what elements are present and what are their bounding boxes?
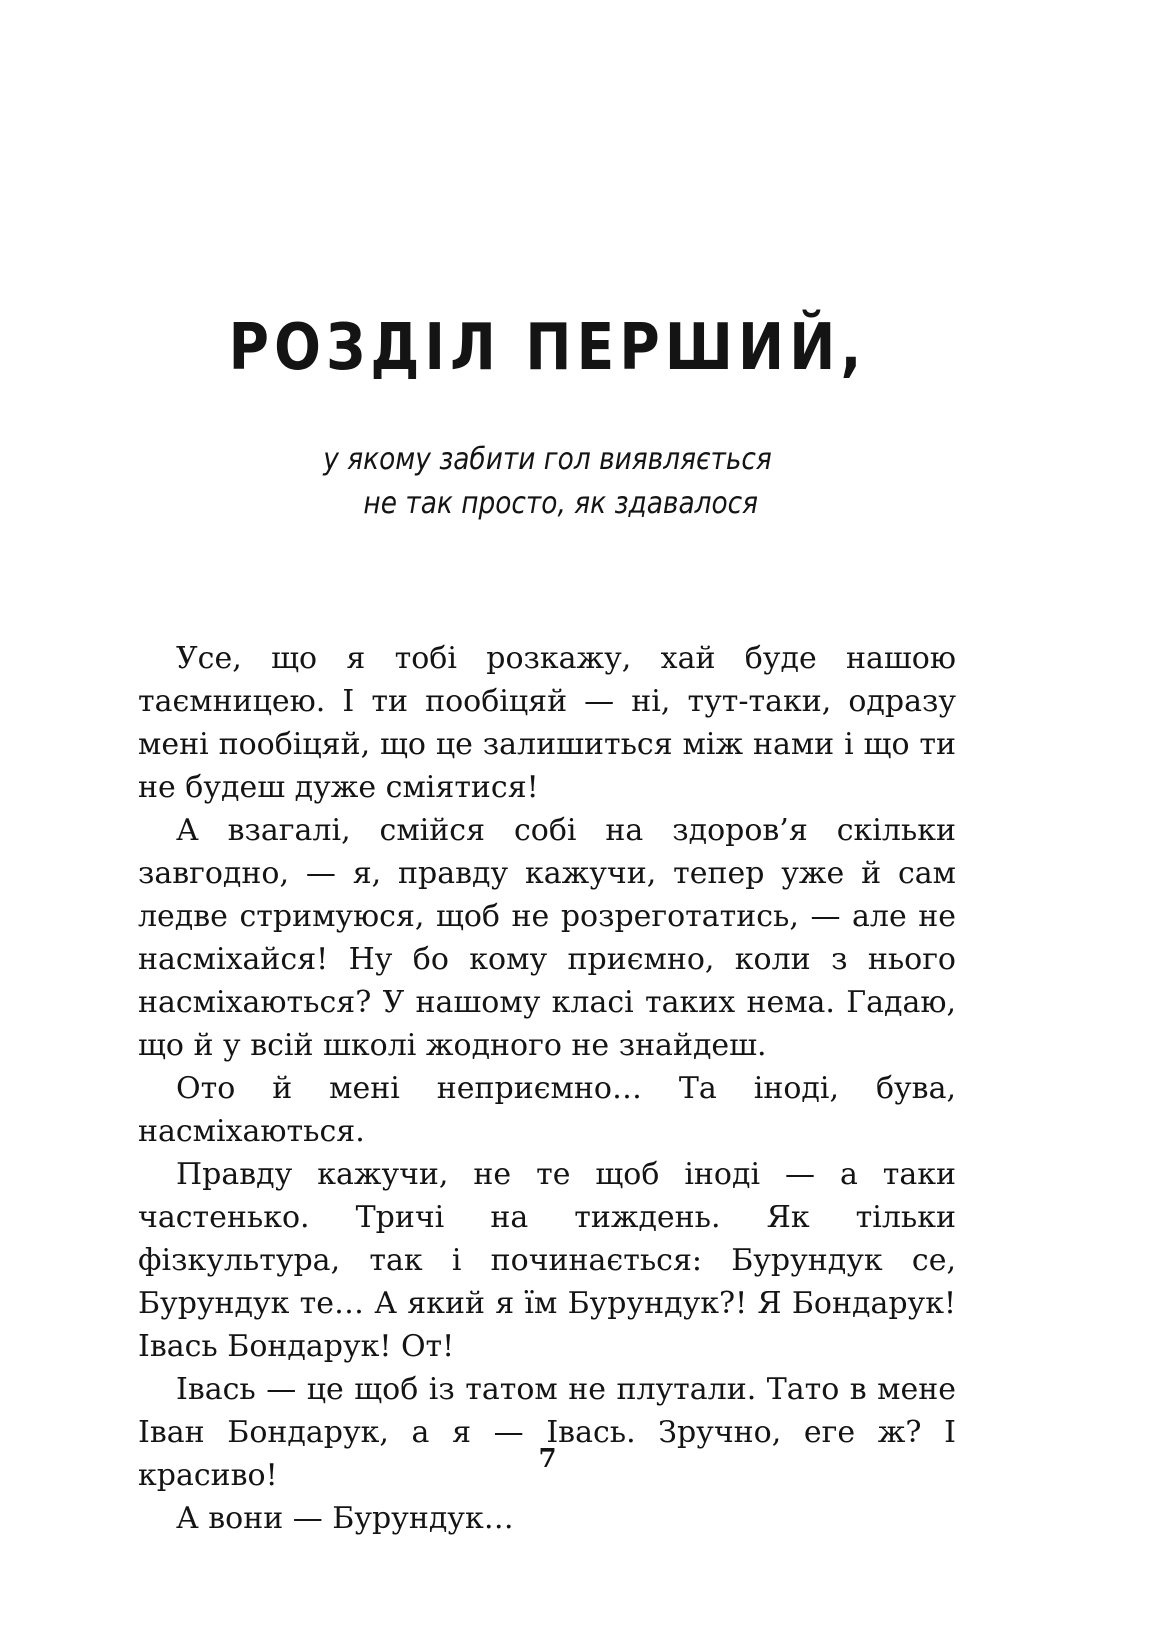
paragraph: А вони — Бурундук… [176,1501,514,1536]
paragraph: Усе, що я тобі розкажу, хай буде нашою таємницею. І ти пообіцяй — ні, тут-таки, одразу мені пообіцяй, що це залишиться між нами і що ти не будеш дуже сміятися! [138,641,956,805]
paragraph: А взагалі, смійся собі на здоров’я скільки завгодно, — я, правду кажучи, тепер уже й сам ледве стримуюся, щоб не розреготатись, — але не насміхайся! Ну бо кому приємно, коли з нього насміхаються? У нашому класі таких нема. Гадаю, що й у всій школі жодного не знайдеш. [138,813,956,1063]
paragraph: Правду кажучи, не те щоб іноді — а таки частенько. Тричі на тиждень. Як тільки фізкультура, так і починається: Бурундук се, Бурундук те… А який я їм Бурундук?! Я Бондарук! Івась Бондарук! От! [138,1157,956,1364]
chapter-subtitle [66,438,1030,526]
chapter-title: РОЗДІЛ ПЕРШИЙ, [228,311,867,385]
paragraph: Івась — це щоб із татом не плутали. Тато в мене Іван Бондарук, а я — Івась. Зручно, еге ж? І красиво! [138,1372,956,1493]
page-number: 7 [538,1444,557,1474]
paragraph: Ото й мені неприємно… Та іноді, бува, насміхаються. [138,1071,956,1149]
chapter-subtitle-line: не так просто, як здавалося [363,486,759,521]
chapter-subtitle-line: у якому забити гол виявляється [323,442,772,477]
body-text [138,637,956,1540]
